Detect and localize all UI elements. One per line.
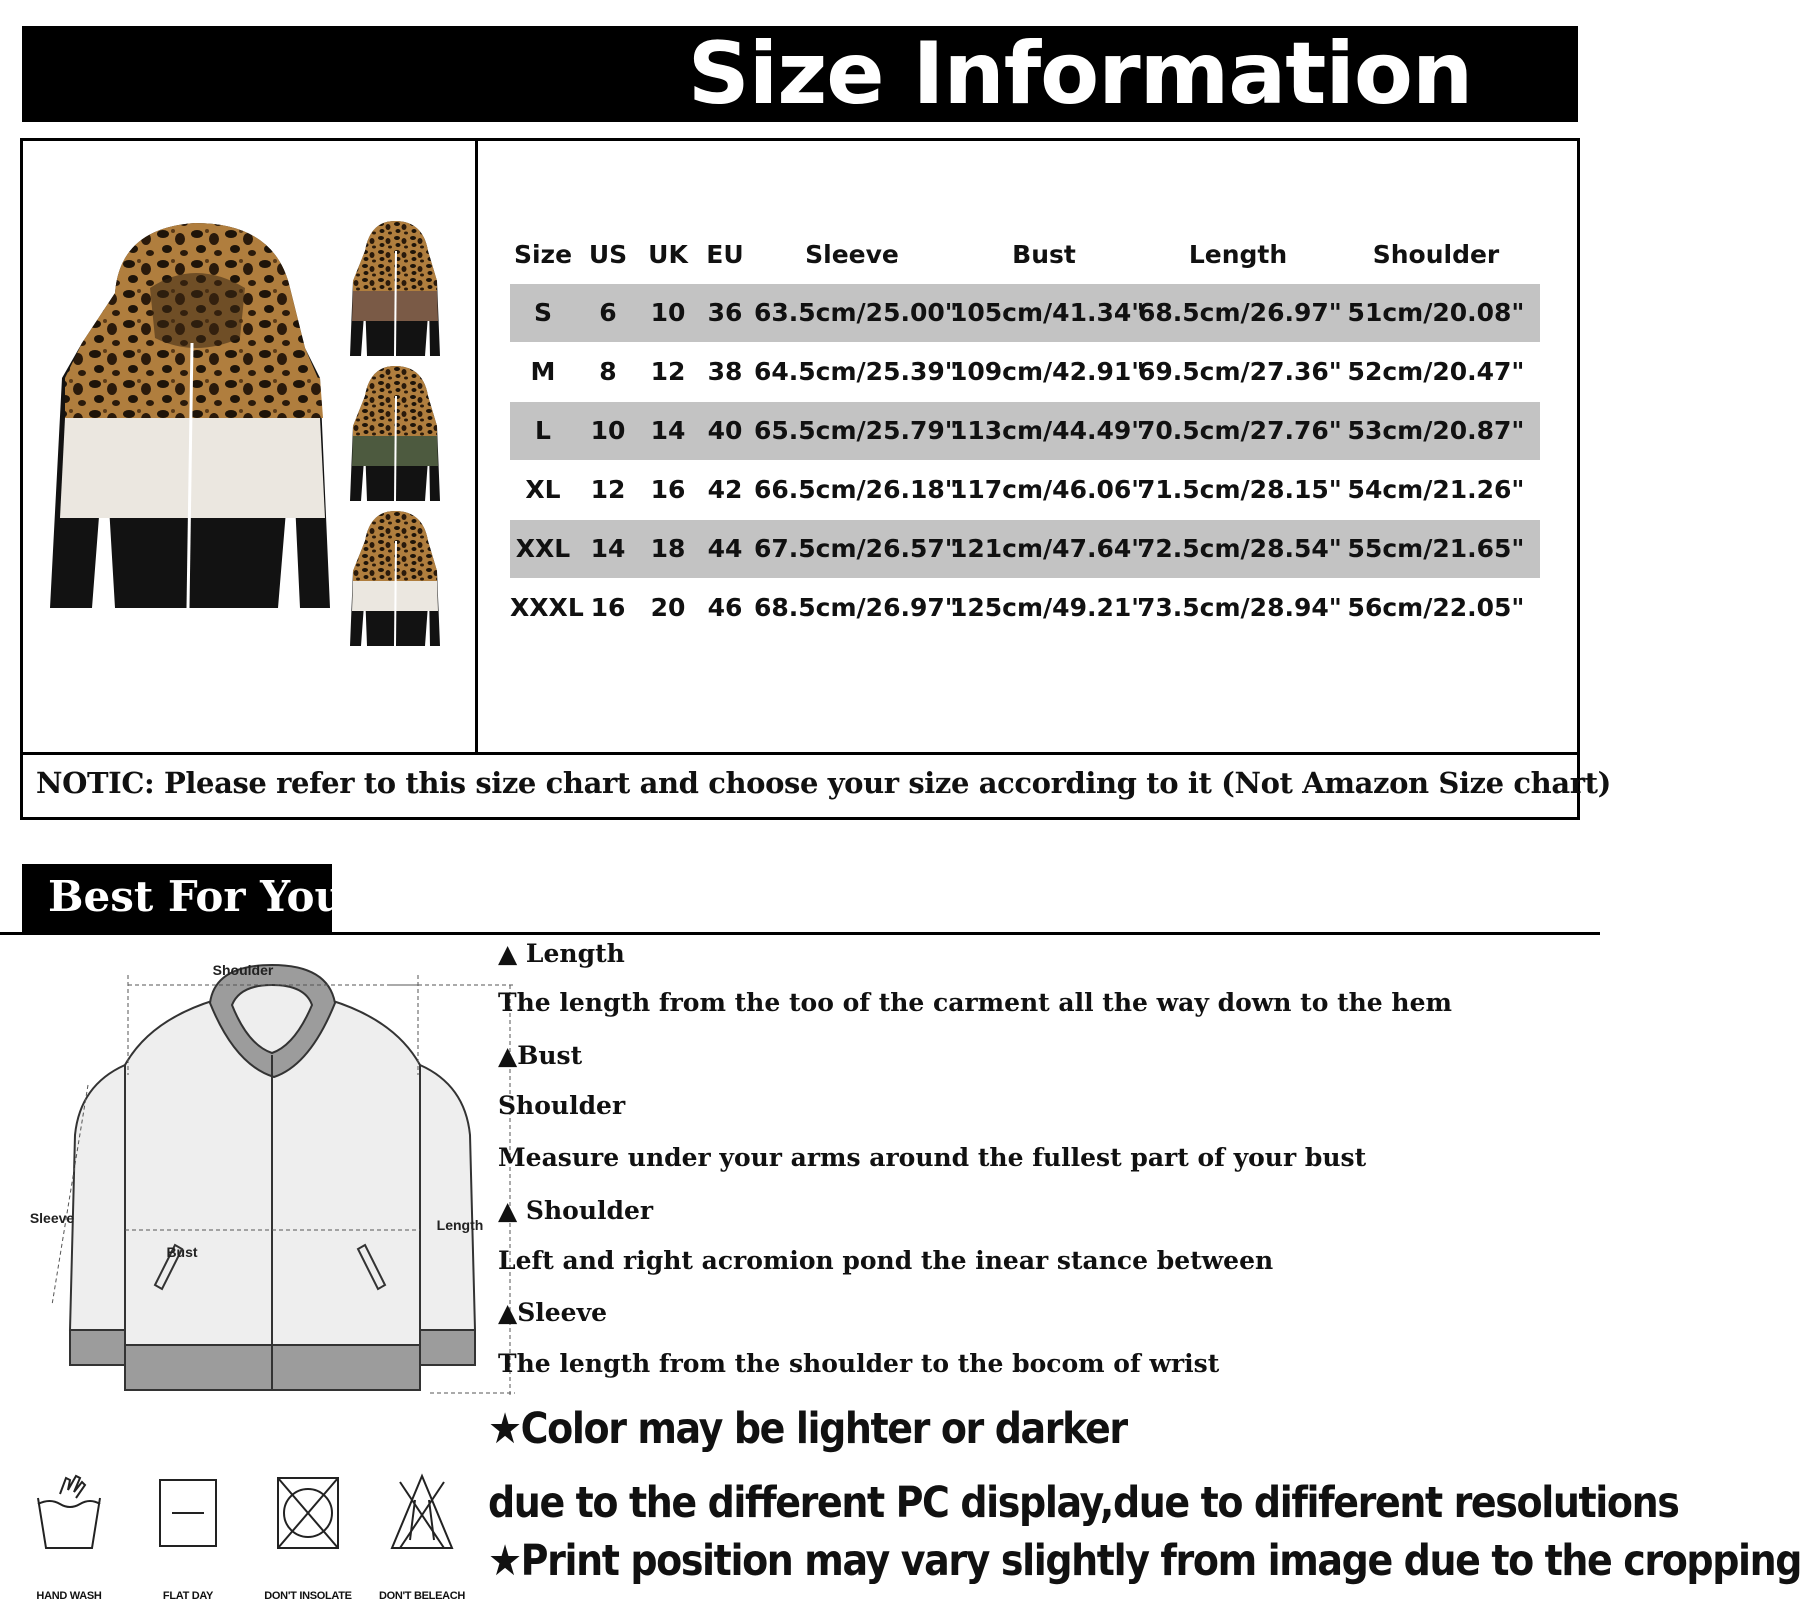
notice-text: NOTIC: Please refer to this size chart and choose your size according to it (Not Amazon Size chart): [36, 766, 1611, 800]
table-row: [510, 284, 1540, 342]
sleeve-description: The length from the shoulder to the bocom of wrist: [498, 1349, 1220, 1378]
care-icons: [30, 1470, 470, 1580]
table-cell: 6: [599, 298, 617, 327]
length-label: Length: [436, 1217, 484, 1233]
table-cell: 44: [707, 534, 743, 563]
column-header: Sleeve: [805, 240, 899, 269]
table-cell: 12: [590, 475, 626, 504]
product-image-panel: [20, 138, 478, 752]
shoulder-heading: ▲ Shoulder: [498, 1196, 654, 1225]
table-cell: 109cm/42.91": [950, 357, 1145, 386]
do-not-tumble-icon: [278, 1478, 338, 1548]
print-note: ★Print position may vary slightly from image due to the cropping: [488, 1536, 1801, 1586]
title-banner: [22, 26, 1578, 122]
table-cell: XXL: [515, 534, 571, 563]
bust-subheading: Shoulder: [498, 1091, 626, 1120]
length-description: The length from the too of the carment all the way down to the hem: [498, 988, 1452, 1017]
table-cell: 10: [650, 298, 686, 327]
table-cell: 67.5cm/26.57": [754, 534, 958, 563]
table-row: [510, 461, 1540, 519]
table-header-row: [510, 226, 1540, 284]
table-cell: 16: [650, 475, 686, 504]
column-header: US: [588, 240, 628, 269]
table-cell: L: [535, 416, 551, 445]
table-cell: 8: [599, 357, 617, 386]
table-cell: 69.5cm/27.36": [1138, 357, 1342, 386]
jacket-variant-green: [350, 366, 440, 501]
table-cell: 68.5cm/26.97": [1138, 298, 1342, 327]
product-images: [20, 138, 475, 750]
table-cell: 38: [707, 357, 743, 386]
care-label: DON'T INSOLATE: [264, 1590, 352, 1602]
table-cell: 71.5cm/28.15": [1138, 475, 1342, 504]
table-cell: 72.5cm/28.54": [1138, 534, 1342, 563]
table-cell: 46: [707, 593, 743, 622]
measurement-diagram: [0, 945, 490, 1445]
jacket-variant-white: [350, 511, 440, 646]
table-cell: 73.5cm/28.94": [1138, 593, 1342, 622]
table-cell: 121cm/47.64": [950, 534, 1145, 563]
table-row: [510, 579, 1540, 637]
column-header: Length: [1188, 240, 1288, 269]
table-cell: 36: [707, 298, 743, 327]
table-cell: 70.5cm/27.76": [1138, 416, 1342, 445]
table-cell: 105cm/41.34": [950, 298, 1145, 327]
do-not-bleach-icon: [392, 1476, 452, 1548]
table-cell: 65.5cm/25.79": [754, 416, 958, 445]
table-cell: 52cm/20.47": [1347, 357, 1525, 386]
table-cell: 54cm/21.26": [1347, 475, 1525, 504]
table-cell: 20: [650, 593, 686, 622]
flat-dry-icon: [160, 1480, 216, 1546]
table-cell: M: [530, 357, 556, 386]
main-jacket-image: [50, 223, 330, 608]
table-cell: 55cm/21.65": [1347, 534, 1525, 563]
section-divider: [0, 932, 1600, 935]
table-cell: 53cm/20.87": [1347, 416, 1525, 445]
bust-label: Bust: [166, 1244, 198, 1260]
table-cell: 51cm/20.08": [1347, 298, 1525, 327]
table-cell: 63.5cm/25.00": [754, 298, 958, 327]
table-cell: 113cm/44.49": [950, 416, 1145, 445]
table-cell: XL: [525, 475, 561, 504]
table-cell: 18: [650, 534, 686, 563]
bust-heading: ▲Bust: [498, 1041, 583, 1070]
table-cell: 12: [650, 357, 686, 386]
table-row: [510, 343, 1540, 401]
table-cell: 125cm/49.21": [950, 593, 1145, 622]
table-cell: 64.5cm/25.39": [754, 357, 958, 386]
column-header: Bust: [1012, 240, 1076, 269]
hand-wash-icon: [38, 1476, 100, 1548]
shoulder-label: Shoulder: [212, 962, 274, 978]
color-note-1: ★Color may be lighter or darker: [488, 1404, 1127, 1454]
care-label: FLAT DAY: [162, 1590, 214, 1602]
table-cell: 42: [707, 475, 743, 504]
table-cell: 66.5cm/26.18": [754, 475, 958, 504]
table-cell: 14: [590, 534, 626, 563]
length-heading: ▲ Length: [498, 939, 625, 968]
sleeve-heading: ▲Sleeve: [498, 1298, 608, 1327]
column-header: Size: [513, 240, 573, 269]
bust-description: Measure under your arms around the fullest part of your bust: [498, 1143, 1367, 1172]
table-row: [510, 520, 1540, 578]
table-cell: 10: [590, 416, 626, 445]
table-row: [510, 402, 1540, 460]
jacket-variant-brown: [350, 221, 440, 356]
column-header: UK: [648, 240, 688, 269]
table-cell: 14: [650, 416, 686, 445]
sleeve-label: Sleeve: [29, 1210, 75, 1226]
table-cell: 16: [590, 593, 626, 622]
table-cell: 56cm/22.05": [1347, 593, 1525, 622]
table-cell: 68.5cm/26.97": [754, 593, 958, 622]
shoulder-description: Left and right acromion pond the inear stance between: [498, 1246, 1274, 1275]
column-header: EU: [706, 240, 744, 269]
column-header: Shoulder: [1372, 240, 1500, 269]
page-title: Size Information: [687, 24, 1473, 124]
color-note-2: due to the different PC display,due to dififerent resolutions: [488, 1478, 1679, 1528]
table-cell: 117cm/46.06": [950, 475, 1145, 504]
table-cell: 40: [707, 416, 743, 445]
table-cell: XXXL: [510, 593, 584, 622]
care-label: DON'T BELEACH: [378, 1590, 466, 1602]
care-label: HAND WASH: [36, 1590, 102, 1602]
best-for-you-label: Best For You: [48, 872, 346, 921]
table-cell: S: [533, 298, 552, 327]
